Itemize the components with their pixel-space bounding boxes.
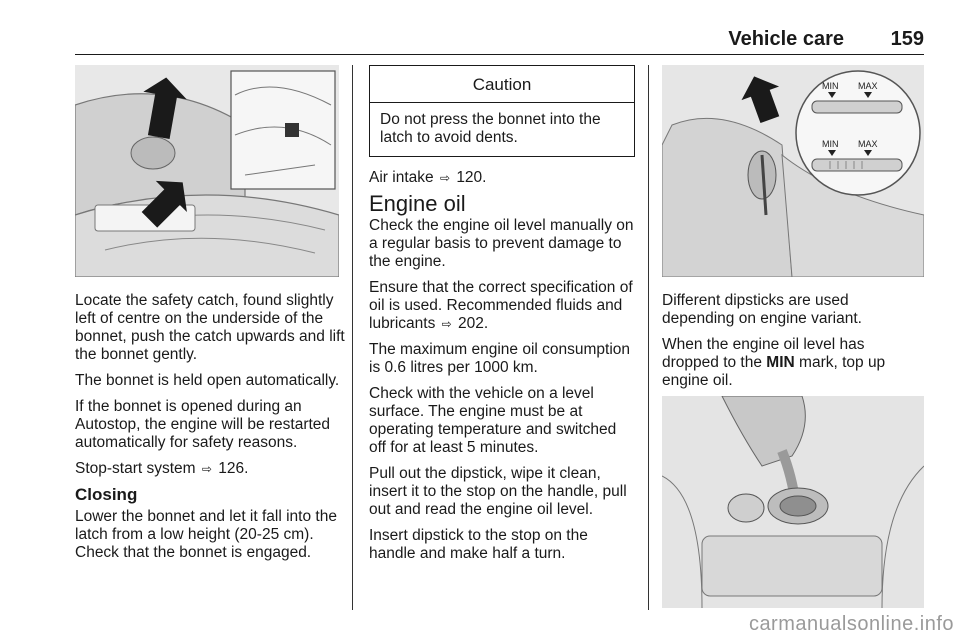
oil-filling-drawing	[662, 396, 924, 608]
paragraph: Check with the vehicle on a level surface. The engine must be at operating temperature and switched off for at least 5 minutes.	[369, 385, 617, 456]
paragraph: The bonnet is held open automatically.	[75, 372, 340, 389]
dipstick-max-label: MAX	[858, 81, 878, 91]
paragraph	[369, 169, 635, 187]
paragraph	[75, 460, 347, 478]
caution-body: Do not press the bonnet into the latch to avoid dents.	[380, 111, 601, 146]
paragraph: Locate the safety catch, found slightly left of centre on the underside of the bonnet, push the catch upwards and lift the bonnet gently.	[75, 292, 345, 363]
paragraph-text: When the engine oil level has dropped to the	[662, 336, 865, 371]
dipstick-min-label: MIN	[822, 81, 839, 91]
paragraph: If the bonnet is opened during an Autostop, the engine will be restarted automatically for safety reasons.	[75, 398, 331, 451]
column-divider	[648, 65, 649, 610]
paragraph: Pull out the dipstick, wipe it clean, insert it to the stop on the handle, pull out and read the engine oil level.	[369, 465, 627, 518]
paragraph: Lower the bonnet and let it fall into the latch from a low height (20-25 cm). Check that the bonnet is engaged.	[75, 508, 337, 561]
dipstick-min-label: MIN	[822, 139, 839, 149]
paragraph: The maximum engine oil consumption is 0.6 litres per 1000 km.	[369, 341, 631, 376]
paragraph: Check the engine oil level manually on a regular basis to prevent damage to the engine.	[369, 217, 634, 270]
dipstick-max-label: MAX	[858, 139, 878, 149]
left-column	[75, 292, 347, 570]
cross-reference-link[interactable]: 126.	[218, 460, 249, 477]
cross-reference-link[interactable]: 120.	[456, 169, 487, 186]
column-divider	[352, 65, 353, 610]
paragraph-text: mark, top up engine oil.	[662, 354, 886, 389]
cross-reference-text: Air intake	[369, 169, 434, 186]
watermark: carmanualsonline.info	[748, 613, 954, 635]
right-column	[662, 292, 924, 398]
cross-reference-text: Stop-start system	[75, 460, 196, 477]
heading-engine-oil: Engine oil	[369, 191, 466, 216]
paragraph: Insert dipstick to the stop on the handle and make half a turn.	[369, 527, 588, 562]
heading-closing: Closing	[75, 485, 138, 504]
caution-box	[369, 65, 635, 157]
bonnet-catch-illustration	[75, 65, 339, 277]
page-header	[75, 22, 924, 55]
middle-column	[369, 65, 635, 571]
section-title: Vehicle care	[728, 28, 844, 50]
oil-filling-illustration	[662, 396, 924, 608]
caution-title: Caution	[370, 66, 634, 103]
reference-arrow-icon: ⇨	[439, 171, 450, 185]
reference-arrow-icon: ⇨	[201, 462, 212, 476]
paragraph: Different dipsticks are used depending on engine variant.	[662, 292, 862, 327]
dipstick-illustration	[662, 65, 924, 277]
bonnet-catch-drawing	[75, 65, 339, 277]
page-number: 159	[890, 28, 924, 50]
reference-arrow-icon: ⇨	[441, 317, 452, 331]
cross-reference-link[interactable]: 202.	[458, 315, 489, 332]
dipstick-drawing	[662, 65, 924, 277]
paragraph	[662, 336, 924, 390]
min-mark-label: MIN	[766, 354, 795, 371]
paragraph-text: Ensure that the correct specification of oil is used. Recommended fluids and lubricants	[369, 279, 633, 332]
paragraph	[369, 279, 635, 333]
